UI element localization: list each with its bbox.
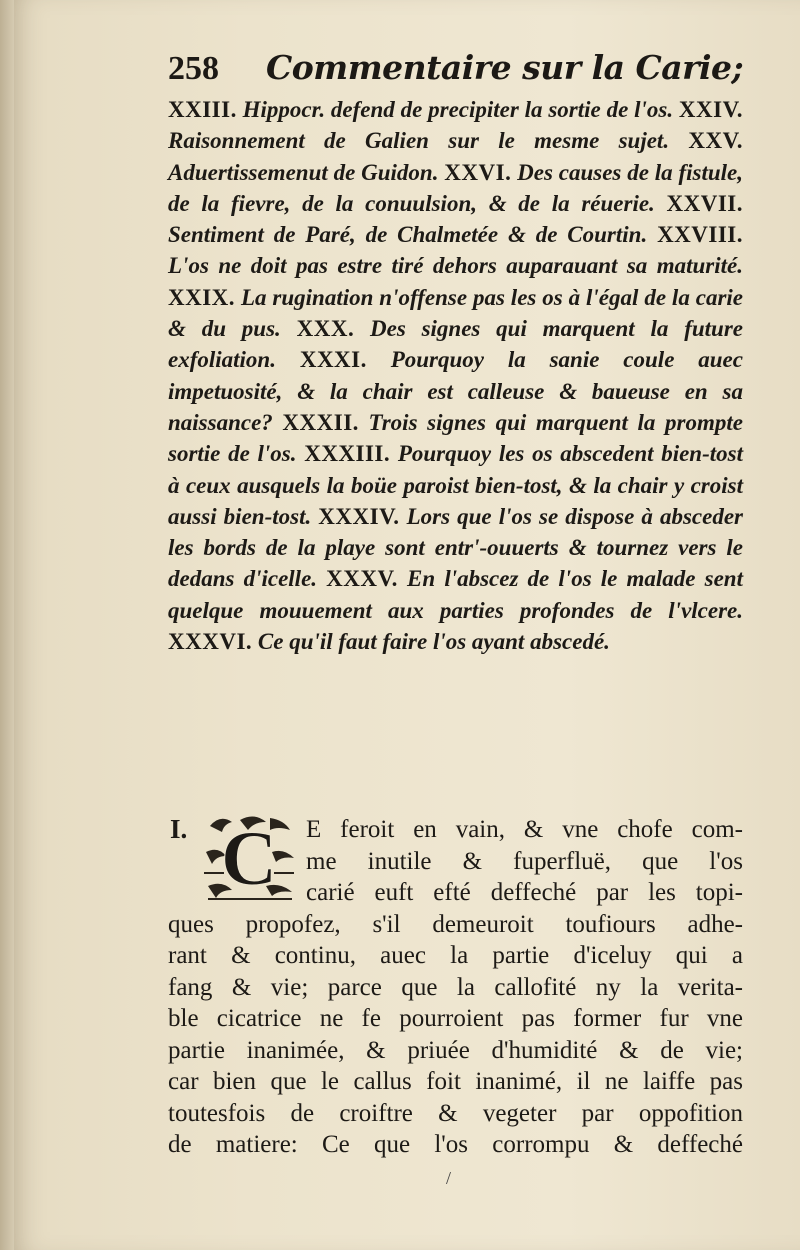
- summary-item-text: Trois signes qui marquent la prompte sortie de l'os.: [168, 409, 743, 467]
- text-line: rant & continu, auec la partie d'iceluy qui a: [168, 942, 743, 969]
- running-title: Commentaire sur la Carie;: [266, 48, 744, 87]
- summary-item-number: XXXII.: [282, 409, 359, 435]
- decorated-initial-icon: [200, 812, 298, 904]
- text-line: fang & vie; parce que la callofité ny la verita-: [168, 973, 743, 1001]
- text-line: ble cicatrice ne fe pourroient pas former fur vne: [168, 1005, 743, 1032]
- summary-item-text: La rugination n'offense pas les os à l'égal de la carie & du pus.: [168, 284, 743, 342]
- summary-item-number: XXXI.: [299, 347, 367, 373]
- summary-item-number: XXIV.: [678, 97, 743, 122]
- summary-item-number: XXIII.: [168, 97, 237, 122]
- text-line: toutesfois de croiftre & vegeter par oppofition: [168, 1099, 743, 1127]
- summary-item-text: Hippocr. defend de precipiter la sortie de l'os.: [236, 97, 679, 122]
- summary-item-text: L'os ne doit pas estre tiré dehors auparauant sa maturité.: [168, 253, 743, 279]
- text-line: de matiere: Ce que l'os corrompu & deffeché: [168, 1131, 743, 1158]
- summary-item-number: XXXVI.: [168, 629, 253, 655]
- text-line: ques propofez, s'il demeuroit toufiours adhe-: [168, 910, 743, 938]
- summary-item-number: XXIX.: [168, 284, 236, 310]
- summary-item-text: Des causes de la fistule, de la fievre, de la conuulsion, & de la réuerie.: [168, 159, 743, 216]
- summary-item-text: Des signes qui marquent la future exfoliation.: [168, 316, 743, 373]
- bottom-mark: /: [446, 1168, 452, 1188]
- summary-item-number: XXX.: [296, 316, 355, 342]
- summary-item-number: XXXIV.: [318, 503, 400, 529]
- summary-item-number: XXV.: [688, 128, 743, 154]
- page-number: 258: [168, 50, 219, 87]
- summary-item-text: Lors que l'os se dispose à absceder les bords de la playe sont entr'-ouuerts & tournez vers le dedans d'icelle.: [168, 503, 743, 592]
- summary-item-text: Ce qu'il faut faire l'os ayant abscedé.: [252, 629, 610, 655]
- section-number: I.: [170, 814, 188, 844]
- chapter-summary: [168, 94, 743, 657]
- summary-item-number: XXVIII.: [657, 222, 743, 248]
- summary-item-number: XXVII.: [666, 190, 743, 216]
- summary-item-text: En l'abscez de l'os le malade sent quelque mouuement aux parties profondes de l'vlcere.: [168, 566, 743, 623]
- summary-item-text: Pourquoy les os abscedent bien-tost à ceux ausquels la boüe paroist bien-tost, & la chair y croist aussi bien-tost.: [168, 441, 743, 529]
- text-line: E feroit en vain, & vne chofe com-: [306, 816, 743, 843]
- section-one: [168, 808, 743, 1178]
- summary-item-number: XXVI.: [444, 159, 512, 185]
- text-line: car bien que le callus foit inanimé, il ne laiffe pas: [168, 1068, 743, 1095]
- summary-item-number: XXXIII.: [304, 441, 391, 467]
- text-line: carié euft efté deffeché par les topi-: [306, 879, 743, 906]
- summary-item-number: XXXV.: [326, 566, 398, 592]
- summary-item-text: Pourquoy la sanie coule auec impetuosité, & la chair est calleuse & baueuse en sa naissance?: [168, 347, 743, 435]
- summary-item-text: Aduertissemenut de Guidon.: [168, 159, 445, 185]
- page-header: [168, 44, 744, 96]
- summary-item-text: Sentiment de Paré, de Chalmetée & de Courtin.: [168, 222, 658, 248]
- text-line: partie inanimée, & priuée d'humidité & de vie;: [168, 1036, 743, 1064]
- summary-item-text: Raisonnement de Galien sur le mesme sujet.: [168, 128, 689, 154]
- svg-text:C: C: [220, 814, 278, 901]
- text-line: me inutile & fuperfluë, que l'os: [306, 847, 743, 875]
